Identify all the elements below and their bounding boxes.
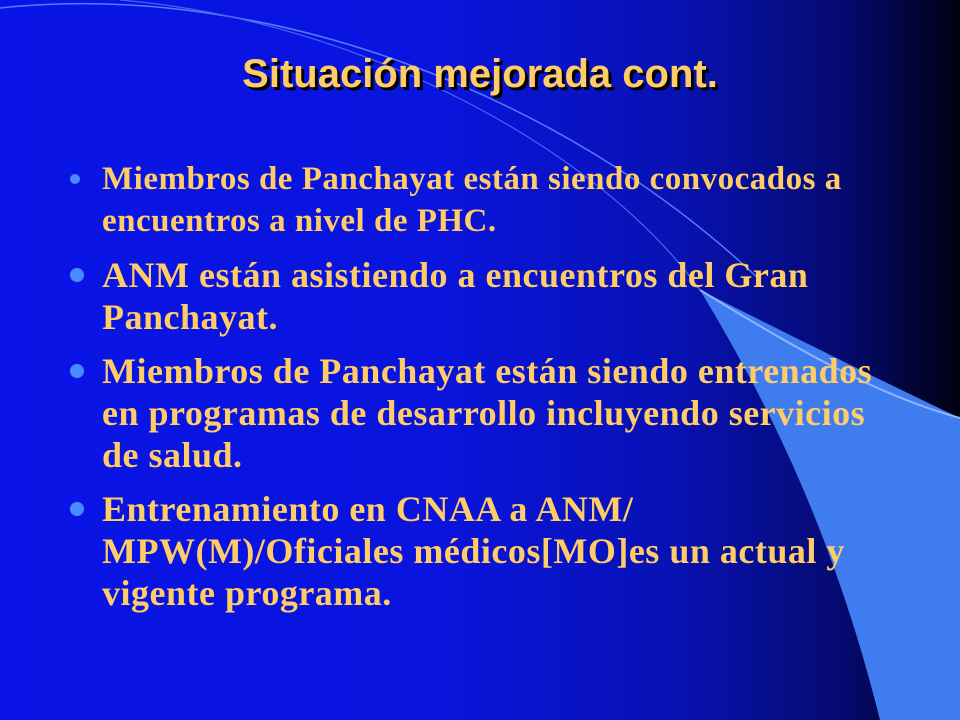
bullet-dot-icon xyxy=(70,364,84,378)
bullet-item xyxy=(70,254,890,338)
bullet-dot-icon xyxy=(70,502,84,516)
bullet-text: ANM están asistiendo a encuentros del Gran Panchayat. xyxy=(102,255,809,337)
bullet-list xyxy=(70,158,890,626)
bullet-dot-icon xyxy=(70,174,80,184)
bullet-item xyxy=(70,158,890,242)
bullet-text: Miembros de Panchayat están siendo entrenados en programas de desarrollo incluyendo servicios de salud. xyxy=(102,351,873,475)
bullet-item xyxy=(70,488,890,614)
bullet-dot-icon xyxy=(70,268,84,282)
bullet-text: Miembros de Panchayat están siendo convocados a encuentros a nivel de PHC. xyxy=(102,161,842,239)
bullet-item xyxy=(70,350,890,476)
bullet-text: Entrenamiento en CNAA a ANM/ MPW(M)/Oficiales médicos[MO]es un actual y vigente programa. xyxy=(102,489,845,613)
slide-title: Situación mejorada cont. xyxy=(242,52,718,96)
